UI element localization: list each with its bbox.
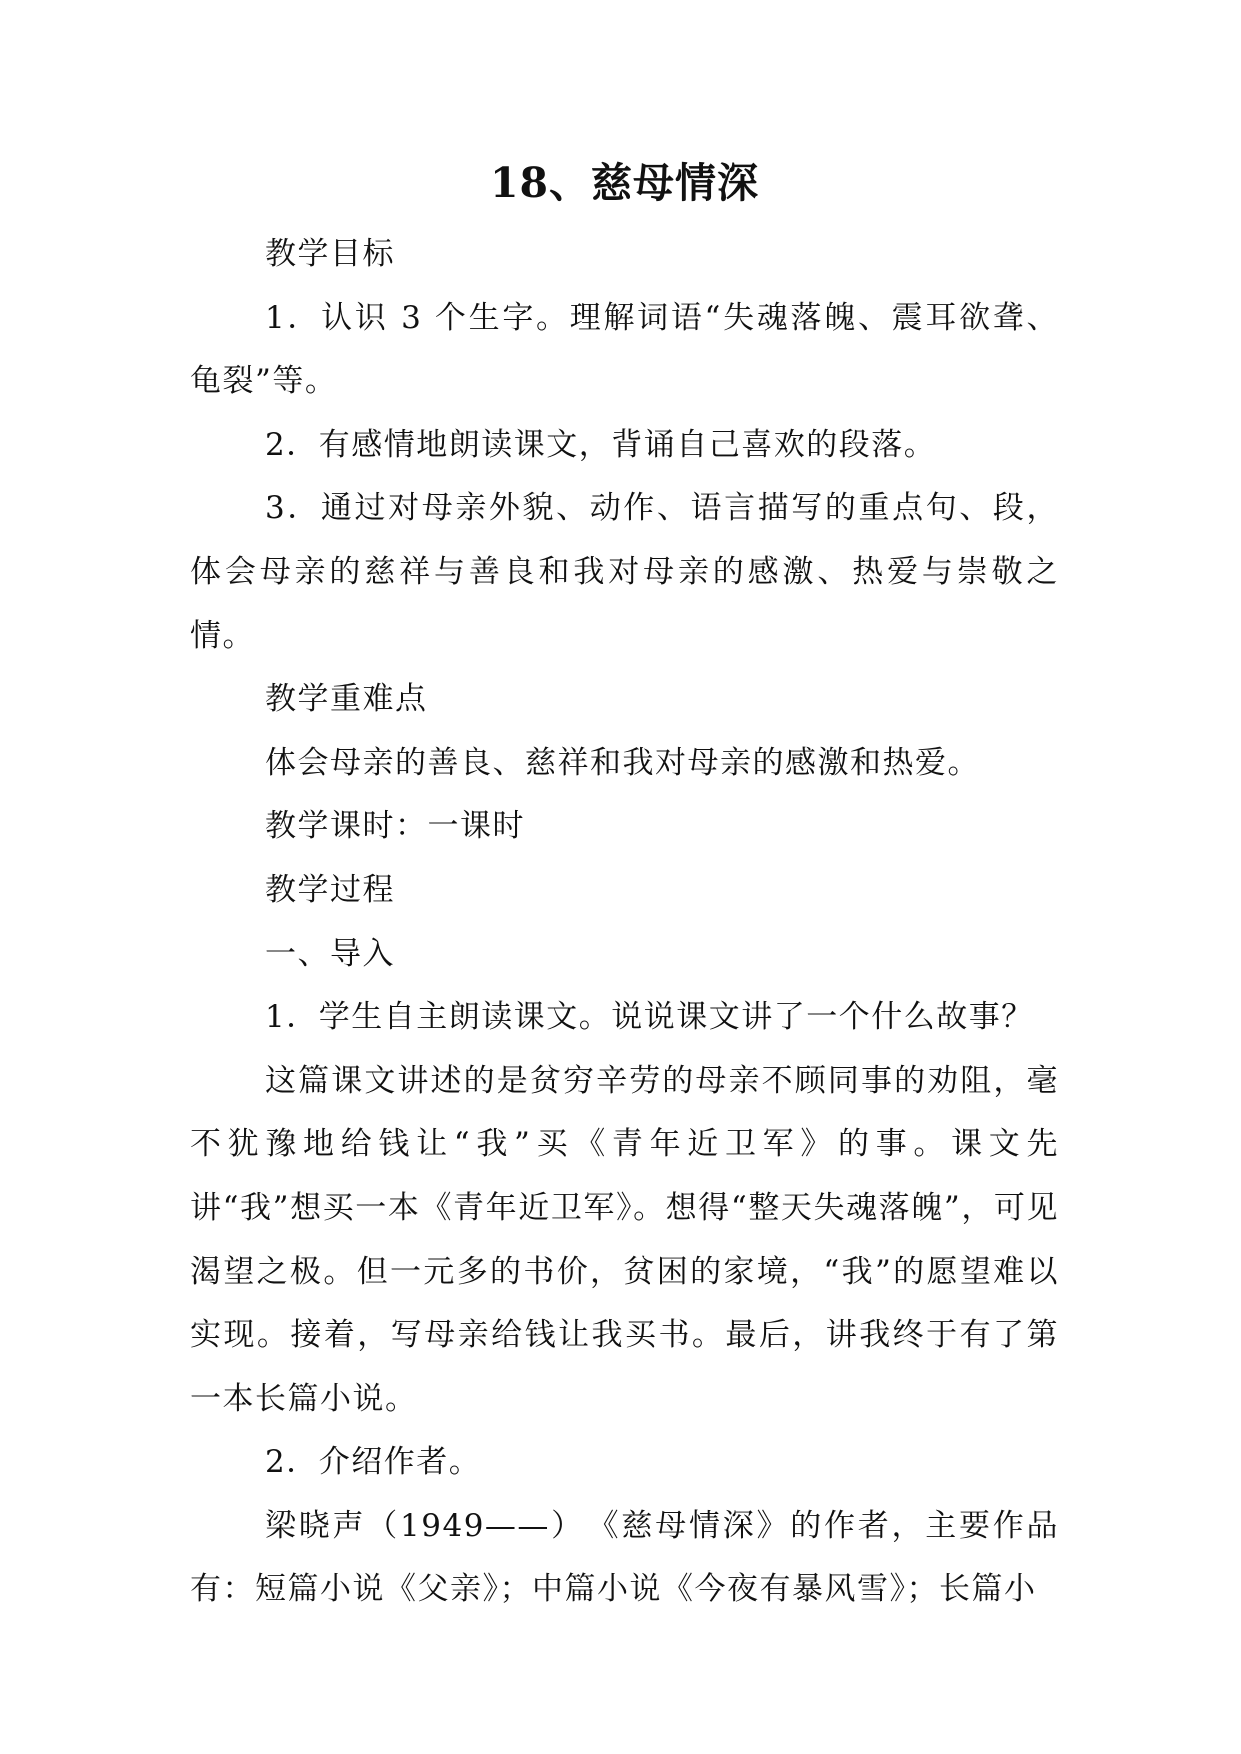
process-step-2: 2．介绍作者。	[265, 1444, 482, 1481]
objective-1: 1．认识 3 个生字。理解词语“失魂落魄、震耳欲聋、龟裂”等。	[190, 299, 1059, 400]
story-summary: 这篇课文讲述的是贫穷辛劳的母亲不顾同事的劝阻，毫不犹豫地给钱让“我”买《青年近卫军》的事。课文先讲“我”想买一本《青年近卫军》。想得“整天失魂落魄”，可见渴望之极。但一元多的书价，贫困的家境，“我”的愿望难以实现。接着，写母亲给钱让我买书。最后，讲我终于有了第一本长篇小说。	[190, 1062, 1059, 1417]
objective-2: 2．有感情地朗读课文，背诵自己喜欢的段落。	[265, 426, 937, 463]
author-introduction: 梁晓声（1949——） 《慈母情深》的作者，主要作品有：短篇小说《父亲》；中篇小说《今夜有暴风雪》；长篇小	[190, 1507, 1059, 1608]
lesson-title: 18、慈母情深	[489, 159, 760, 207]
objective-3: 3．通过对母亲外貌、动作、语言描写的重点句、段，体会母亲的慈祥与善良和我对母亲的感激、热爱与崇敬之情。	[190, 490, 1059, 654]
heading-key-points: 教学重难点	[265, 681, 428, 718]
document-body	[190, 223, 1059, 1622]
process-step-1: 1．学生自主朗读课文。说说课文讲了一个什么故事？	[265, 999, 1034, 1036]
heading-teaching-objectives: 教学目标	[265, 236, 395, 272]
heading-teaching-process: 教学过程	[265, 871, 395, 908]
class-hours: 教学课时：一课时	[265, 808, 525, 845]
key-points-text: 体会母亲的善良、慈祥和我对母亲的感激和热爱。	[265, 744, 980, 781]
section-introduction: 一、导入	[265, 935, 395, 972]
